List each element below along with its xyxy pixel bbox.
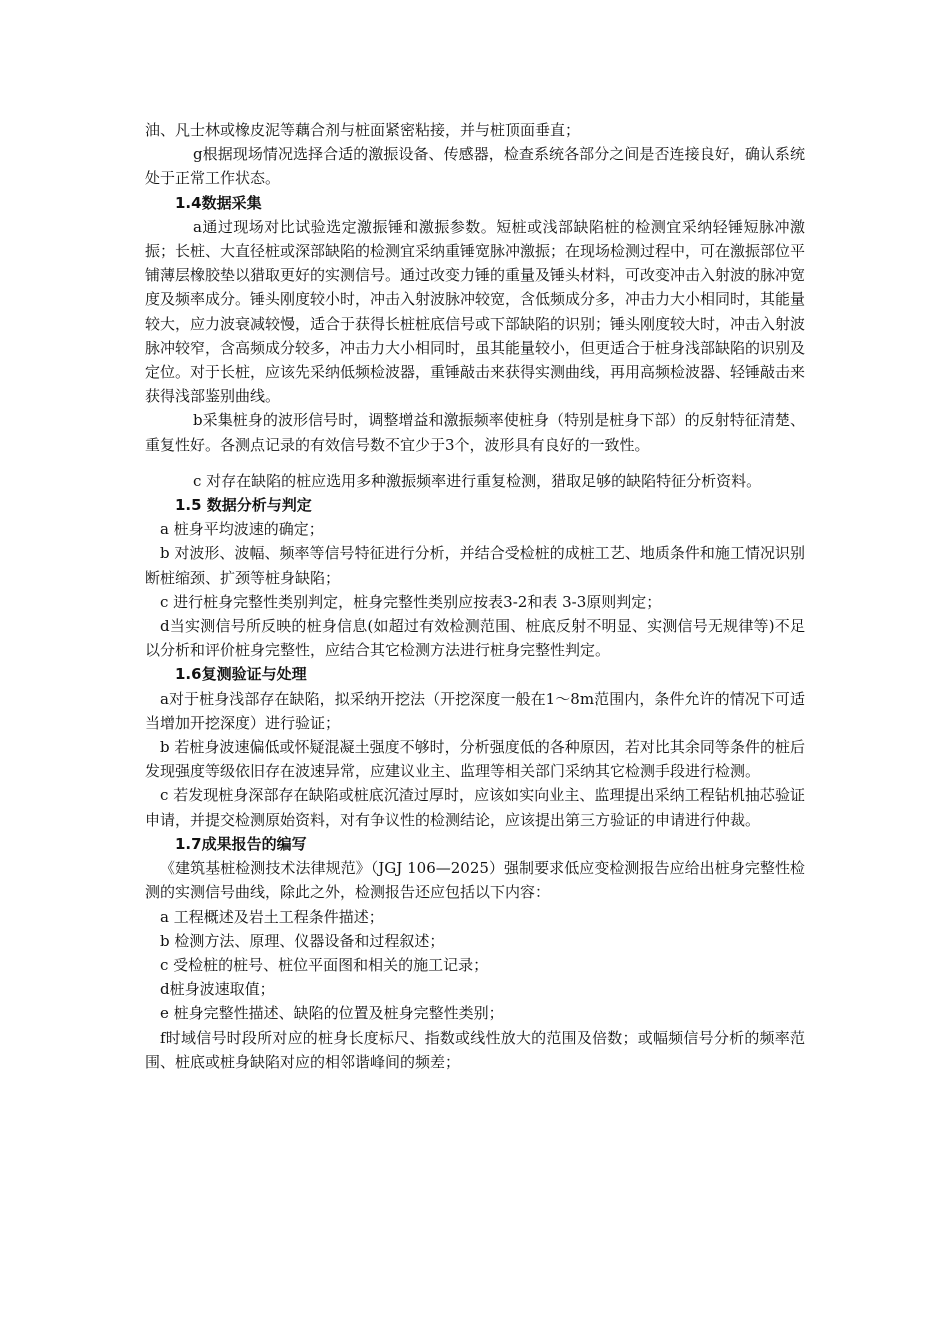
paragraph-analysis-c: c 进行桩身完整性类别判定，桩身完整性类别应按表3-2和表 3-3原则判定； bbox=[160, 592, 662, 611]
paragraph-analysis-b: b 对波形、波幅、频率等信号特征进行分析，并结合受检桩的成桩工艺、地质条件和施工情况识别断桩缩颈、扩颈等桩身缺陷； bbox=[145, 544, 805, 587]
spacer bbox=[145, 457, 805, 469]
list-item-report-f: f时域信号时段所对应的桩身长度标尺、指数或线性放大的范围及倍数；或幅频信号分析的频率范围、桩底或桩身缺陷对应的相邻谐峰间的频差； bbox=[145, 1028, 805, 1071]
paragraph-coupling-agent: 油、凡士林或橡皮泥等藕合剂与桩面紧密粘接，并与桩顶面垂直； bbox=[145, 121, 581, 139]
paragraph-g-equipment: g根据现场情况选择合适的激振设备、传感器，检查系统各部分之间是否连接良好，确认系统处于正常工作状态。 bbox=[145, 145, 805, 188]
paragraph-report-intro: 《建筑基桩检测技术法律规范》（JGJ 106—2025）强制要求低应变检测报告应给出桩身完整性检测的实测信号曲线，除此之外，检测报告还应包括以下内容： bbox=[145, 859, 805, 902]
list-item-report-d: d桩身波速取值； bbox=[160, 980, 275, 999]
paragraph-analysis-d: d当实测信号所反映的桩身信息(如超过有效检测范围、桩底反射不明显、实测信号无规律等)不足以分析和评价桩身完整性，应结合其它检测方法进行桩身完整性判定。 bbox=[145, 617, 805, 660]
section-heading-1-4: 1.4数据采集 bbox=[175, 193, 262, 212]
document-page bbox=[145, 118, 805, 1074]
section-heading-1-6: 1.6复测验证与处理 bbox=[175, 665, 307, 684]
paragraph-c-repeat: c 对存在缺陷的桩应选用多种激振频率进行重复检测，猎取足够的缺陷特征分析资料。 bbox=[193, 471, 762, 490]
paragraph-a-excitation: a通过现场对比试验选定激振锤和激振参数。短桩或浅部缺陷桩的检测宜采纳轻锤短脉冲激振；长桩、大直径桩或深部缺陷的检测宜采纳重锤宽脉冲激振；在现场检测过程中，可在激振部位平铺薄层橡胶垫以猎取更好的实测信号。通过改变力锤的重量及锤头材料，可改变冲击入射波的脉冲宽度及频率成分。锤头刚度较小时，冲击入射波脉冲较宽，含低频成分多，冲击力大小相同时，其能量较大，应力波衰减较慢，适合于获得长桩桩底信号或下部缺陷的识别；锤头刚度较大时，冲击入射波脉冲较窄，含高频成分较多，冲击力大小相同时，虽其能量较小，但更适合于桩身浅部缺陷的识别及定位。对于长桩，应该先采纳低频检波器，重锤敲击来获得实测曲线，再用高频检波器、轻锤敲击来获得浅部鉴别曲线。 bbox=[145, 217, 806, 406]
list-item-report-a: a 工程概述及岩土工程条件描述； bbox=[160, 907, 384, 926]
list-item-report-c: c 受检桩的桩号、桩位平面图和相关的施工记录； bbox=[160, 955, 489, 974]
paragraph-b-waveform: b采集桩身的波形信号时，调整增益和激振频率使桩身（特别是桩身下部）的反射特征清楚、重复性好。各测点记录的有效信号数不宜少于3个，波形具有良好的一致性。 bbox=[145, 411, 805, 454]
section-heading-1-5: 1.5 数据分析与判定 bbox=[175, 496, 312, 515]
section-heading-1-7: 1.7成果报告的编写 bbox=[175, 834, 307, 853]
paragraph-analysis-a: a 桩身平均波速的确定； bbox=[160, 520, 324, 539]
paragraph-verify-a: a对于桩身浅部存在缺陷，拟采纳开挖法（开挖深度一般在1～8m范围内，条件允许的情况下可适当增加开挖深度）进行验证； bbox=[145, 689, 805, 732]
list-item-report-b: b 检测方法、原理、仪器设备和过程叙述； bbox=[160, 931, 445, 950]
paragraph-verify-b: b 若桩身波速偏低或怀疑混凝土强度不够时，分析强度低的各种原因，若对比其余同等条件的桩后发现强度等级依旧存在波速异常，应建议业主、监理等相关部门采纳其它检测手段进行检测。 bbox=[145, 738, 805, 781]
paragraph-verify-c: c 若发现桩身深部存在缺陷或桩底沉渣过厚时，应该如实向业主、监理提出采纳工程钻机抽芯验证申请，并提交检测原始资料，对有争议性的检测结论，应该提出第三方验证的申请进行仲裁。 bbox=[145, 786, 805, 829]
list-item-report-e: e 桩身完整性描述、缺陷的位置及桩身完整性类别； bbox=[160, 1004, 504, 1023]
